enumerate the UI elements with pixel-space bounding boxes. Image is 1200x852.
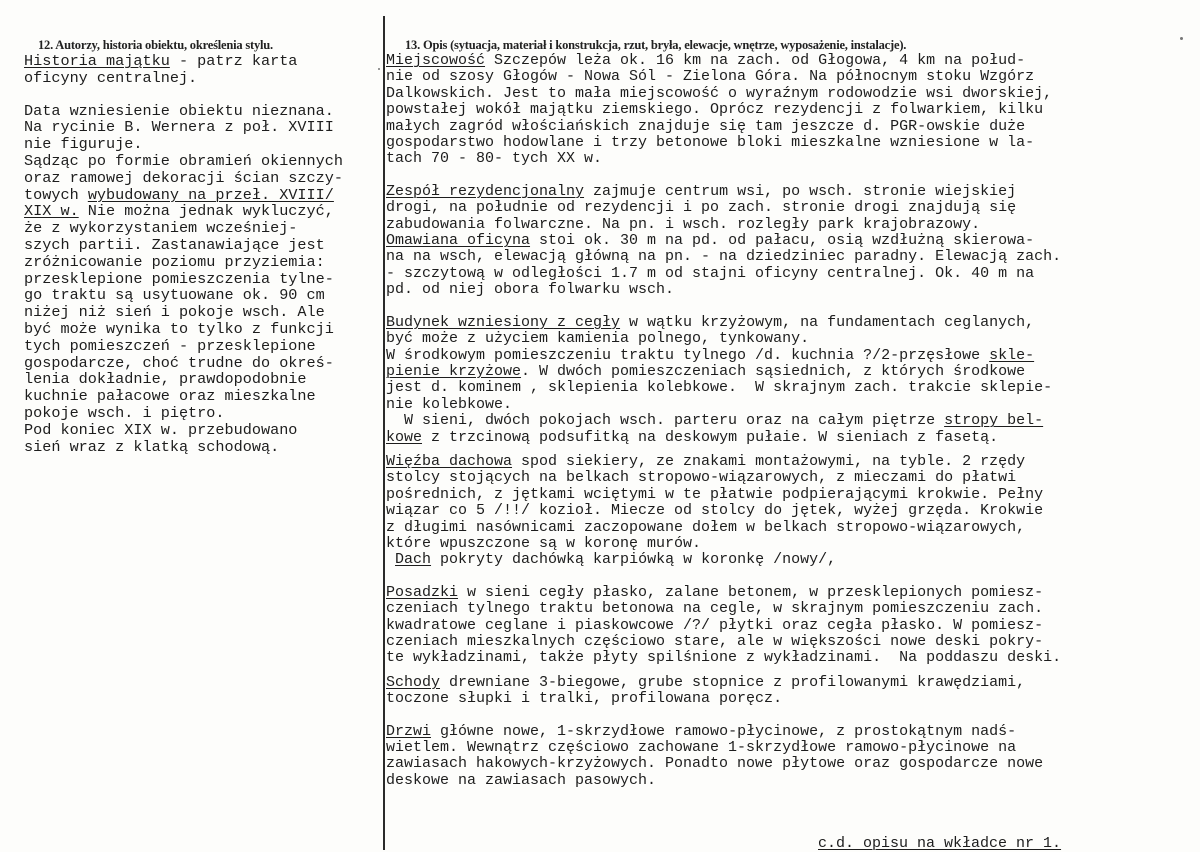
text-line: Na rycinie B. Wernera z poł. XVIII [24,118,334,137]
text-line: zróżnicowanie poziomu przyziemia: [24,252,325,271]
text-line: nie figuruje. [24,135,143,154]
scan-speck [378,68,380,70]
text-line: W sieni, dwóch pokojach wsch. parteru oraz na całym piętrze stropy bel- [386,412,1044,430]
stairs-heading: Schody [386,673,441,691]
text-line: XIX w. Nie można jednak wykluczyć, [24,202,334,221]
text-line: że z wykorzystaniem wcześniej- [24,219,298,238]
floors-heading: Posadzki [386,583,459,601]
text-line: lenia dokładnie, prawdopodobnie [24,370,307,389]
text-line: szych partii. Zastanawiające jest [24,235,325,254]
text-line: towych wybudowany na przeł. XVIII/ [24,185,334,204]
text-line: kowe z trzcinową podsufitką na deskowym pułaie. W sieniach z fasetą. [386,428,999,446]
building-heading: Budynek wzniesiony z cegły [386,313,621,331]
doors-paragraph-start: Drzwi główne nowe, 1-skrzydłowe ramowo-płycinowe, z prostokątnym nadś- [386,722,1017,740]
location-paragraph-start: Miejscowość Szczepów leża ok. 16 km na zach. od Głogowa, 4 km na połud- [386,52,1026,69]
text-line: gospodarcze, choć trudne do okreś- [24,353,334,372]
text-line: jest d. kominem , sklepienia kolebkowe. W skrajnym zach. trakcie sklepie- [386,379,1053,397]
continuation-note: c.d. opisu na wkładce nr 1. [818,835,1062,852]
text-line: zawiasach hakowych-krzyżowych. Ponadto nowe płytowe oraz gospodarcze nowe [386,755,1044,773]
text-line: nie kolebkowe. [386,395,513,413]
text-line: gospodarstwo hodowlane i trzy betonowe bloki mieszkalne wzniesione w la- [386,134,1035,152]
text-line: niżej niż sień i pokoje wsch. Ale [24,303,325,322]
complex-heading: Zespół rezydencjonalny [386,182,585,200]
description-column [386,53,1196,789]
text-line: być może z użyciem kamienia polnego, tynkowany. [386,330,810,348]
section-12-header: 12. Autorzy, historia obiektu, określenia stylu. [38,38,273,52]
text-line: W środkowym pomieszczeniu traktu tylnego /d. kuchnia ?/2-przęsłowe skle- [386,346,1035,364]
text-line: kwadratowe ceglane i piaskowcowe /?/ płytki oraz cegła płasko. W pomiesz- [386,616,1044,634]
text-line: pd. od niej obora folwarku wsch. [386,281,675,299]
text-line: wiązar co 5 /!!/ kozioł. Miecze od stolcy do jętek, wyżej grzęda. Krokwie [386,502,1044,520]
text-line: Data wzniesienie obiektu nieznana. [24,101,334,120]
text-line: pośrednich, z jętkami wciętymi w te płatwie podpierającymi krokwie. Pełny [386,485,1044,503]
text-line: nie od szosy Głogów - Nowa Sól - Zielona Góra. Na północnym stoku Wzgórz [386,68,1035,86]
text-line: kuchnie pałacowe oraz mieszkalne [24,387,316,406]
text-line: przesklepione pomieszczenia tylne- [24,269,334,288]
text-line: oraz ramowej dekoracji ścian szczy- [24,168,343,187]
text-line: pienie krzyżowe. W dwóch pomieszczeniach sąsiednich, z których środkowe [386,362,1026,380]
text-line: zabudowania folwarczne. Na pn. i wsch. rozległy park krajobrazowy. [386,215,981,233]
scan-speck [1180,37,1183,40]
text-line: tach 70 - 80- tych XX w. [386,150,603,168]
text-line: czeniach mieszkalnych częściowo stare, ale w większości nowe deski pokry- [386,633,1044,650]
text-line: Pod koniec XIX w. przebudowano [24,420,298,439]
text-line: małych zagród włościańskich znajduje się tam jeszcze d. PGR-owskie duże [386,117,1026,135]
text-line: go traktu są usytuowane ok. 90 cm [24,286,325,305]
text-line: drogi, na południe od rezydencji i po zach. stronie drogi znajdują się [386,199,1017,217]
doors-heading: Drzwi [386,722,432,740]
text-line: toczone słupki i tralki, profilowana poręcz. [386,690,783,708]
text-line: na na wsch, elewacją główną na pn. - na dziedziniec paradny. Elewacją zach. [386,248,1062,266]
text-line: sień wraz z klatką schodową. [24,437,280,456]
roof-truss-heading: Więźba dachowa [386,452,513,470]
text-line: pokoje wsch. i piętro. [24,403,225,422]
history-column [24,53,376,455]
text-line: z długimi nasównicami zaczopowane dołem w belkach stropowo-wiązarowych, [386,518,1026,536]
section-13-header: 13. Opis (sytuacja, materiał i konstrukcja, rzut, bryła, elewacje, wnętrze, wyposażenie, instalacje). [405,38,907,52]
text-line: te wykładzinami, także płyty spilśnione z wykładzinami. Na poddaszu deski. [386,649,1062,667]
history-heading: Historia majątku [24,52,170,70]
text-line: stolcy stojących na belkach stropowo-wiązarowych, z mieczami do płatwi [386,469,1017,487]
column-divider [383,16,385,850]
floors-paragraph-start: Posadzki w sieni cegły płasko, zalane betonem, w przesklepionych pomiesz- [386,583,1044,601]
text-line: Sądząc po formie obramień okiennych [24,151,343,170]
roof-truss-paragraph-start: Więźba dachowa spod siekiery, ze znakami montażowymi, na tyble. 2 rzędy [386,452,1026,470]
text-line: które wpuszczone są w koronę murów. [386,534,702,552]
history-heading-line: Historia majątku - patrz karta [24,52,298,70]
roof-paragraph: Dach pokryty dachówką karpiówką w koronkę /nowy/, [395,551,837,569]
text-line: być może wynika to tylko z funkcji [24,319,334,338]
roof-heading: Dach [395,551,432,569]
text-line: wietlem. Wewnątrz częściowo zachowane 1-skrzydłowe ramowo-płycinowe na [386,739,1017,757]
location-heading: Miejscowość [386,52,486,69]
text-line: deskowe na zawiasach pasowych. [386,771,657,789]
building-paragraph-start: Budynek wzniesiony z cegły w wątku krzyżowym, na fundamentach ceglanych, [386,313,1035,331]
text-line: Dalkowskich. Jest to mała miejscowość o wyraźnym rodowodzie wsi dworskiej, [386,84,1053,102]
outbuilding-heading: Omawiana oficyna [386,232,531,250]
text-line: powstałej wokół majątku ziemskiego. Oprócz rezydencji z folwarkiem, kilku [386,101,1044,119]
complex-paragraph-start: Zespół rezydencjonalny zajmuje centrum wsi, po wsch. stronie wiejskiej [386,182,1017,200]
outbuilding-paragraph-start: Omawiana oficyna stoi ok. 30 m na pd. od pałacu, osią wzdłużną skierowa- [386,232,1035,250]
text-line: - szczytową w odległości 1.7 m od stajni oficyny centralnej. Ok. 40 m na [386,264,1035,282]
stairs-paragraph-start: Schody drewniane 3-biegowe, grube stopnice z profilowanymi krawędziami, [386,673,1026,691]
text-line: oficyny centralnej. [24,68,198,87]
text-line: tych pomieszczeń - przesklepione [24,336,316,355]
text-line: czeniach tylnego traktu betonowa na cegle, w skrajnym pomieszczeniu zach. [386,600,1044,618]
